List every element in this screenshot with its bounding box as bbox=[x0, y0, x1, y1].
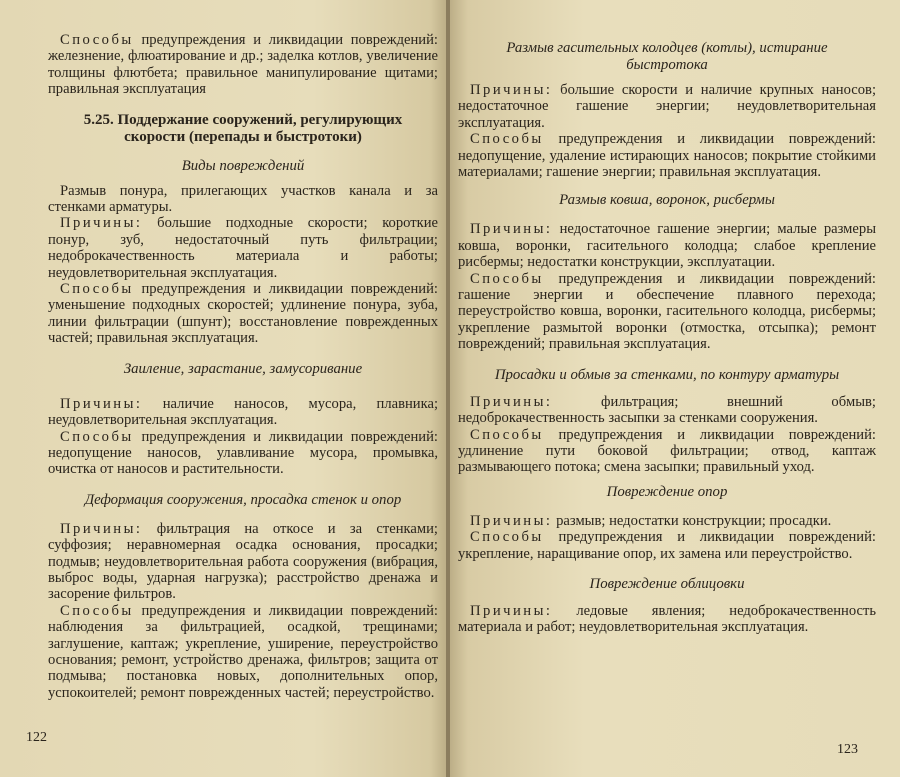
paragraph-text: размыв; недостатки конструкции; просадки. bbox=[552, 512, 832, 529]
paragraph-text: предупреждения и ликвидации повреждений: железнение, флюатирование и др.; заделка котлов, увеличение толщины флютбета; правильное манипулирование щитами; правильная эксплуатация bbox=[48, 32, 438, 98]
right-page bbox=[450, 0, 900, 777]
paragraph-text: предупреждения и ликвидации повреждений: уменьшение подходных скоростей; удлинение понура, зуба, линии фильтрации (шпунт); восстановление поврежденных частей; правильная эксплуатация. bbox=[48, 281, 438, 347]
paragraph-label: Способы bbox=[470, 131, 544, 148]
paragraph-text: предупреждения и ликвидации повреждений: удлинение пути боковой фильтрации; отвод, каптаж размывающего потока; смена засыпки; правильный уход. bbox=[458, 426, 876, 476]
paragraph-label: Причины: bbox=[60, 395, 143, 412]
paragraph-methods bbox=[458, 131, 876, 180]
paragraph-label: Способы bbox=[470, 426, 544, 443]
paragraph-text: большие скорости и наличие крупных наносов; недостаточное гашение энергии; неудовлетворительная эксплуатация. bbox=[458, 82, 876, 131]
paragraph-label: Способы bbox=[60, 428, 134, 445]
subsection-title: Размыв ковша, воронок, рисбермы bbox=[559, 192, 775, 209]
paragraph-methods bbox=[458, 427, 876, 476]
paragraph-causes bbox=[458, 603, 876, 636]
section-heading: 5.25. Поддержание сооружений, регулирующих скорости (перепады и быстротоки) bbox=[83, 111, 403, 145]
paragraph-label: Способы bbox=[60, 602, 134, 619]
paragraph-intro: Размыв понура, прилегающих участков канала и за стенками арматуры. bbox=[48, 182, 438, 216]
paragraph-text: предупреждения и ликвидации повреждений: укрепление, наращивание опор, их замена или переустройство. bbox=[458, 529, 876, 562]
subsection-title: Повреждение опор bbox=[606, 483, 728, 500]
paragraph-text: недостаточное гашение энергии; малые размеры ковша, воронки, гасительного колодца; слабое крепление рисбермы; недостатки конструкции, эксплуатации. bbox=[458, 221, 876, 271]
paragraph-methods bbox=[458, 529, 876, 562]
paragraph-text: предупреждения и ликвидации повреждений: недопущение наносов, улавливание мусора, промывка, очистка от наносов и растительности. bbox=[48, 428, 438, 478]
paragraph-causes bbox=[458, 221, 876, 270]
paragraph-text: предупреждения и ликвидации повреждений: наблюдения за фильтрацией, осадкой, трещинами; заглушение, каптаж; укрепление, уширение, переустройство основания; ремонт, устройство дренажа, фильтров; защита от подмыва; постановка новых, дополнительных опор, успокоителей; ремонт поврежденных частей; переустройство. bbox=[48, 602, 438, 701]
paragraph-text: наличие наносов, мусора, плавника; неудовлетворительная эксплуатация. bbox=[48, 395, 438, 429]
paragraph-label: Способы bbox=[60, 32, 134, 48]
paragraph-label: Причины: bbox=[470, 602, 553, 619]
page-number: 122 bbox=[26, 730, 47, 745]
paragraph-causes bbox=[458, 394, 876, 427]
subsection-title: Виды повреждений bbox=[181, 157, 305, 174]
subsection-title: Просадки и обмыв за стенками, по контуру арматуры bbox=[494, 366, 840, 383]
paragraph-methods bbox=[48, 32, 438, 98]
paragraph-label: Способы bbox=[470, 529, 544, 546]
paragraph-text: фильтрация на откосе и за стенками; суффозия; неравномерная осадка основания, просадки; подмыв; неудовлетворительная работа сооружения (вибрация, выброс воды, ударная нагрузка); расстройство дренажа и засорение фильтров. bbox=[48, 520, 438, 603]
paragraph-methods bbox=[458, 271, 876, 353]
paragraph-label: Причины: bbox=[470, 512, 553, 529]
paragraph-label: Причины: bbox=[60, 215, 143, 232]
paragraph-causes bbox=[458, 513, 876, 529]
paragraph-label: Причины: bbox=[470, 82, 553, 98]
paragraph-label: Причины: bbox=[470, 221, 553, 238]
subsection-title: Повреждение облицовки bbox=[589, 575, 745, 592]
paragraph-causes bbox=[48, 215, 438, 281]
paragraph-methods bbox=[48, 429, 438, 478]
left-page bbox=[0, 0, 448, 777]
paragraph-label: Причины: bbox=[470, 393, 553, 410]
paragraph-text: фильтрация; внешний обмыв; недоброкачественность засыпки за стенками сооружения. bbox=[458, 393, 876, 427]
paragraph-causes bbox=[48, 521, 438, 603]
paragraph-text: ледовые явления; недоброкачественность материала и работ; неудовлетворительная эксплуатация. bbox=[458, 602, 876, 636]
paragraph-causes bbox=[48, 396, 438, 429]
paragraph-text: большие подходные скорости; короткие понур, зуб, недостаточный путь фильтрации; недоброкачественность материала и работы; неудовлетворительная эксплуатация. bbox=[48, 215, 438, 281]
subsection-title: Размыв гасительных колодцев (котлы), истирание быстротока bbox=[506, 40, 828, 73]
page-number: 123 bbox=[837, 742, 858, 757]
paragraph-label: Способы bbox=[470, 270, 544, 287]
paragraph-label: Способы bbox=[60, 281, 134, 298]
paragraph-label: Причины: bbox=[60, 520, 143, 537]
paragraph-text: предупреждения и ликвидации повреждений: гашение энергии и обеспечение плавного перехода; переустройство ковша, воронки, гасительного колодца, рисбермы; укрепление размытой воронки (отмостка, отсыпка); ремонт повреждений; правильная эксплуатация. bbox=[458, 270, 876, 353]
paragraph-methods bbox=[48, 603, 438, 701]
paragraph-methods bbox=[48, 281, 438, 347]
paragraph-causes bbox=[458, 82, 876, 131]
subsection-title: Заиление, зарастание, замусоривание bbox=[123, 360, 363, 377]
paragraph-text: предупреждения и ликвидации повреждений: недопущение, удаление истирающих наносов; покрытие стойкими материалами; гашение энергии; правильная эксплуатация. bbox=[458, 131, 876, 181]
subsection-title: Деформация сооружения, просадка стенок и опор bbox=[84, 491, 402, 508]
